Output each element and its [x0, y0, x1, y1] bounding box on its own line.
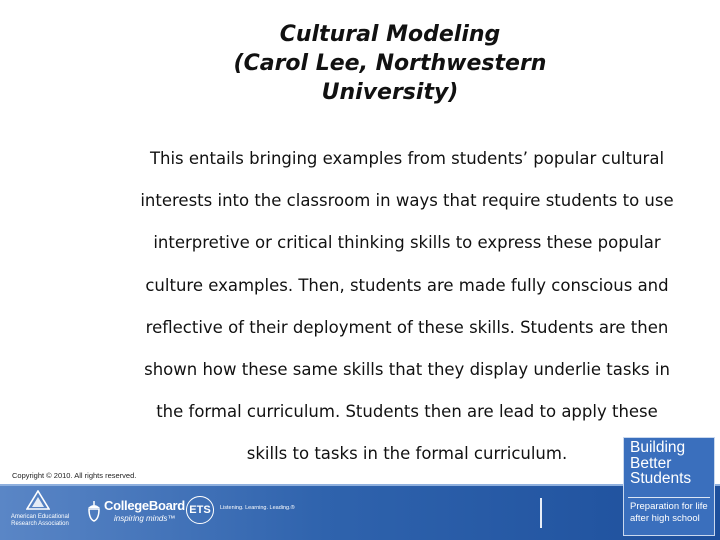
badge-heading-line: Students — [630, 470, 692, 487]
title-line: Cultural Modeling — [279, 22, 501, 47]
aera-name — [8, 514, 72, 528]
body-line: skills to tasks in the formal curriculum. — [246, 444, 568, 464]
aera-name-line: Research Association — [11, 521, 69, 527]
badge-heading-line: Better — [630, 454, 672, 472]
collegeboard-tagline: inspiring minds™ — [114, 514, 176, 523]
badge-heading — [630, 440, 691, 487]
footer-divider-line — [0, 484, 720, 486]
aera-logo — [8, 490, 72, 536]
badge-heading-line: Building — [630, 439, 686, 456]
body-line: interests into the classroom in ways that require students to use — [140, 191, 674, 211]
badge-separator — [628, 497, 710, 498]
collegeboard-name: CollegeBoard — [104, 498, 185, 513]
body-line: interpretive or critical thinking skills to express these popular — [153, 233, 661, 253]
body-line: This entails bringing examples from students’ popular cultural — [149, 149, 665, 168]
title-line: University) — [321, 80, 459, 105]
slide-title — [150, 20, 630, 107]
badge-subheading — [630, 501, 708, 525]
acorn-icon — [86, 500, 102, 522]
body-paragraph — [112, 138, 702, 476]
ets-tagline: Listening. Learning. Leading.® — [220, 505, 295, 511]
footer-bar — [0, 484, 720, 540]
copyright-notice: Copyright © 2010. All rights reserved. — [12, 471, 137, 480]
building-better-students-badge — [623, 437, 715, 536]
body-line: shown how these same skills that they display underlie tasks in — [144, 360, 670, 380]
footer-vertical-divider — [540, 498, 542, 528]
body-line: reflective of their deployment of these skills. Students are then — [145, 317, 669, 337]
title-line: (Carol Lee, Northwestern — [233, 51, 547, 76]
badge-subheading-line: Preparation for life — [630, 501, 708, 512]
badge-subheading-line: after high school — [630, 513, 700, 524]
ets-logo — [186, 496, 316, 526]
collegeboard-logo — [86, 494, 185, 530]
body-line: the formal curriculum. Students then are lead to apply these — [156, 402, 658, 422]
body-line: culture examples. Then, students are made fully conscious and — [145, 275, 669, 295]
aera-triangle-icon — [26, 490, 50, 510]
ets-badge: ETS — [186, 496, 214, 524]
aera-name-line: American Educational — [10, 514, 70, 520]
